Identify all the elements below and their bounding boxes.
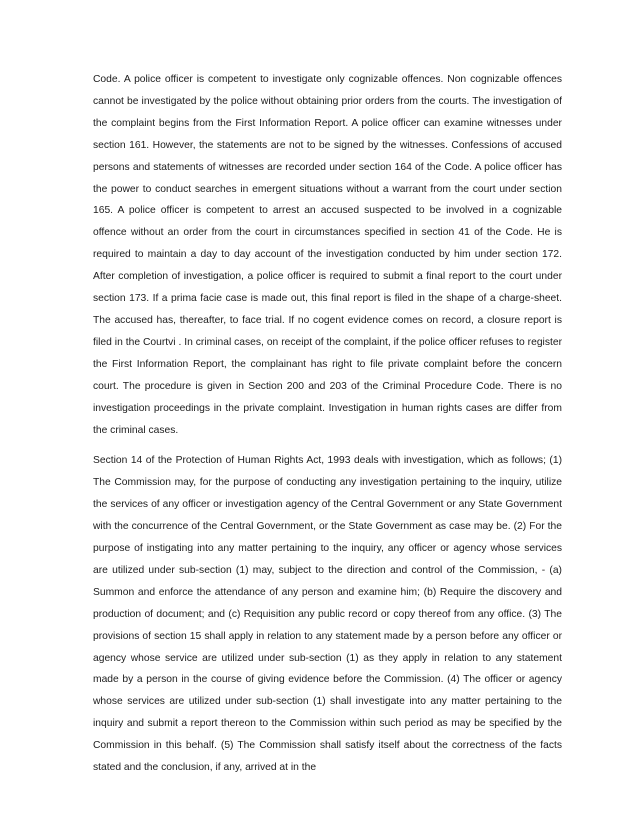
paragraph-section-14: Section 14 of the Protection of Human Rights Act, 1993 deals with investigation, which as follows; (1) The Commission may, for the purpose of conducting any investigation pertaining to the inquiry, utilize the services of any officer or investigation agency of the Central Government or any State Government with the concurrence of the Central Government, or the State Government as case may be. (2) For the purpose of instigating into any matter pertaining to the inquiry, any officer or agency whose services are utilized under sub-section (1) may, subject to the direction and control of the Commission, - (a) Summon and enforce the attendance of any person and examine him; (b) Require the discovery and production of document; and (c) Requisition any public record or copy thereof from any office. (3) The provisions of section 15 shall apply in relation to any statement made by a person before any officer or agency whose service are utilized under sub-section (1) as they apply in relation to any statement made by a person in the course of giving evidence before the Commission. (4) The officer or agency whose services are utilized under sub-section (1) shall investigate into any matter pertaining to the inquiry and submit a report thereon to the Commission within such period as may be specified by the Commission in this behalf. (5) The Commission shall satisfy itself about the correctness of the facts stated and the conclusion, if any, arrived at in the (93, 455, 562, 774)
paragraph-investigation-procedure: Code. A police officer is competent to investigate only cognizable offences. Non cognizable offences cannot be investigated by the police without obtaining prior orders from the courts. The investigation of the complaint begins from the First Information Report. A police officer can examine witnesses under section 161. However, the statements are not to be signed by the witnesses. Confessions of accused persons and statements of witnesses are recorded under section 164 of the Code. A police officer has the power to conduct searches in emergent situations without a warrant from the court under section 165. A police officer is competent to arrest an accused suspected to be involved in a cognizable offence without an order from the court in circumstances specified in section 41 of the Code. He is required to maintain a day to day account of the investigation conducted by him under section 172. After completion of investigation, a police officer is required to submit a final report to the court under section 173. If a prima facie case is made out, this final report is filed in the shape of a charge-sheet. The accused has, thereafter, to face trial. If no cogent evidence comes on record, a closure report is filed in the Courtvi . In criminal cases, on receipt of the complaint, if the police officer refuses to register the First Information Report, the complainant has right to file private complaint before the concern court. The procedure is given in Section 200 and 203 of the Criminal Procedure Code. There is no investigation proceedings in the private complaint. Investigation in human rights cases are differ from the criminal cases. (93, 74, 562, 436)
document-body (93, 69, 562, 779)
